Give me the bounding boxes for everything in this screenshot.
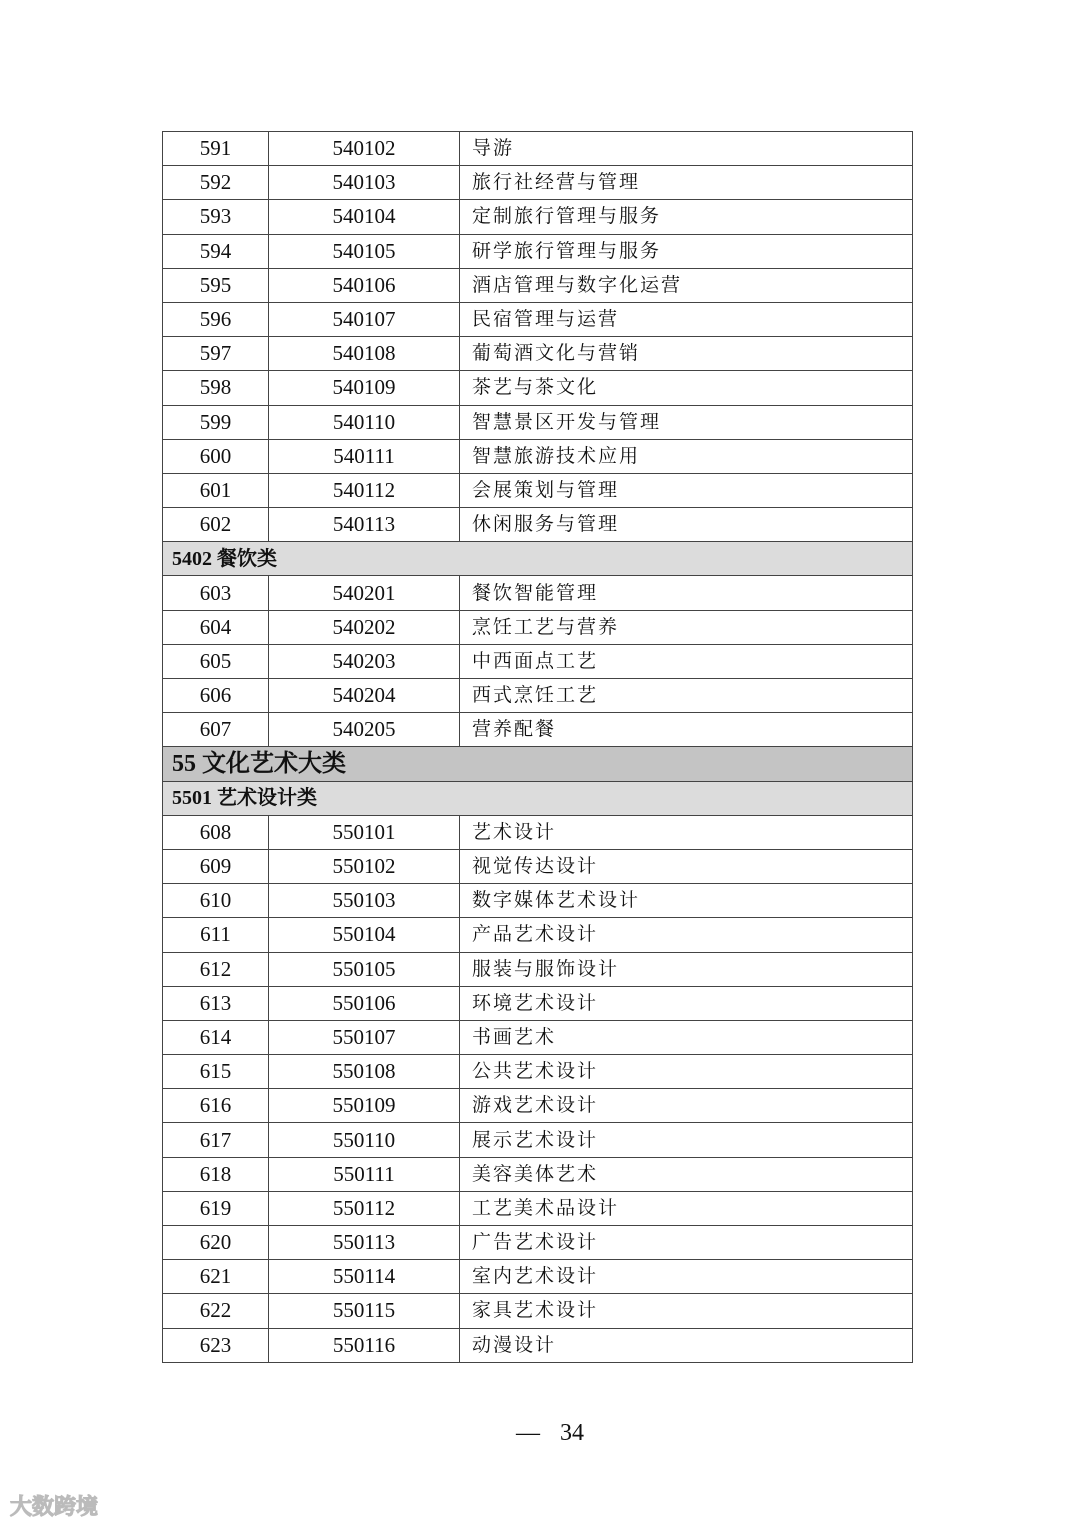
code-cell: 550102	[269, 849, 460, 883]
code-cell: 550105	[269, 952, 460, 986]
major-name-cell: 展示艺术设计	[460, 1123, 913, 1157]
major-name-cell: 茶艺与茶文化	[460, 371, 913, 405]
code-cell: 550106	[269, 986, 460, 1020]
seq-cell: 622	[163, 1294, 269, 1328]
seq-cell: 599	[163, 405, 269, 439]
major-name-cell: 酒店管理与数字化运营	[460, 268, 913, 302]
watermark-logo: 大数跨境	[10, 1495, 99, 1520]
code-cell: 550109	[269, 1089, 460, 1123]
major-name-cell: 动漫设计	[460, 1328, 913, 1362]
section-header	[163, 542, 913, 576]
table-row	[163, 576, 913, 610]
table-row	[163, 439, 913, 473]
code-cell: 550114	[269, 1260, 460, 1294]
code-cell: 540204	[269, 679, 460, 713]
seq-cell: 595	[163, 268, 269, 302]
seq-cell: 601	[163, 473, 269, 507]
major-name-cell: 工艺美术品设计	[460, 1191, 913, 1225]
code-cell: 550107	[269, 1020, 460, 1054]
table-row	[163, 234, 913, 268]
table-row	[163, 644, 913, 678]
major-name-cell: 导游	[460, 132, 913, 166]
major-name-cell: 产品艺术设计	[460, 918, 913, 952]
table-row	[163, 1191, 913, 1225]
major-name-cell: 广告艺术设计	[460, 1226, 913, 1260]
seq-cell: 623	[163, 1328, 269, 1362]
table-row	[163, 679, 913, 713]
major-name-cell: 定制旅行管理与服务	[460, 200, 913, 234]
category-header-label: 55 文化艺术大类	[163, 747, 913, 781]
code-cell: 550103	[269, 884, 460, 918]
major-name-cell: 游戏艺术设计	[460, 1089, 913, 1123]
table-row	[163, 1260, 913, 1294]
page-number-value: 34	[560, 1420, 584, 1446]
table-row	[163, 1328, 913, 1362]
table-row	[163, 713, 913, 747]
table-row	[163, 200, 913, 234]
table-row	[163, 1294, 913, 1328]
seq-cell: 605	[163, 644, 269, 678]
table-row	[163, 337, 913, 371]
code-cell: 540104	[269, 200, 460, 234]
seq-cell: 617	[163, 1123, 269, 1157]
code-cell: 550111	[269, 1157, 460, 1191]
seq-cell: 607	[163, 713, 269, 747]
code-cell: 540111	[269, 439, 460, 473]
code-cell: 550104	[269, 918, 460, 952]
major-name-cell: 民宿管理与运营	[460, 302, 913, 336]
major-name-cell: 美容美体艺术	[460, 1157, 913, 1191]
code-cell: 540112	[269, 473, 460, 507]
major-name-cell: 视觉传达设计	[460, 849, 913, 883]
code-cell: 540110	[269, 405, 460, 439]
seq-cell: 591	[163, 132, 269, 166]
table-row	[163, 986, 913, 1020]
code-cell: 540108	[269, 337, 460, 371]
table-row	[163, 1157, 913, 1191]
table-row	[163, 1020, 913, 1054]
code-cell: 540107	[269, 302, 460, 336]
table-row	[163, 166, 913, 200]
major-name-cell: 环境艺术设计	[460, 986, 913, 1020]
major-name-cell: 服装与服饰设计	[460, 952, 913, 986]
seq-cell: 612	[163, 952, 269, 986]
seq-cell: 615	[163, 1055, 269, 1089]
table-row	[163, 815, 913, 849]
table-row	[163, 405, 913, 439]
major-name-cell: 研学旅行管理与服务	[460, 234, 913, 268]
seq-cell: 611	[163, 918, 269, 952]
code-cell: 540109	[269, 371, 460, 405]
major-name-cell: 中西面点工艺	[460, 644, 913, 678]
seq-cell: 621	[163, 1260, 269, 1294]
table-row	[163, 1123, 913, 1157]
major-name-cell: 书画艺术	[460, 1020, 913, 1054]
code-cell: 540103	[269, 166, 460, 200]
code-cell: 540202	[269, 610, 460, 644]
code-cell: 550116	[269, 1328, 460, 1362]
seq-cell: 597	[163, 337, 269, 371]
major-name-cell: 家具艺术设计	[460, 1294, 913, 1328]
table-row	[163, 508, 913, 542]
major-name-cell: 休闲服务与管理	[460, 508, 913, 542]
major-name-cell: 数字媒体艺术设计	[460, 884, 913, 918]
table-row	[163, 132, 913, 166]
seq-cell: 618	[163, 1157, 269, 1191]
table-row	[163, 473, 913, 507]
code-cell: 540102	[269, 132, 460, 166]
table-row	[163, 302, 913, 336]
code-cell: 540203	[269, 644, 460, 678]
seq-cell: 620	[163, 1226, 269, 1260]
major-name-cell: 烹饪工艺与营养	[460, 610, 913, 644]
seq-cell: 619	[163, 1191, 269, 1225]
table-row	[163, 268, 913, 302]
section-header-label: 5501 艺术设计类	[163, 781, 913, 815]
seq-cell: 602	[163, 508, 269, 542]
seq-cell: 603	[163, 576, 269, 610]
seq-cell: 616	[163, 1089, 269, 1123]
major-name-cell: 智慧景区开发与管理	[460, 405, 913, 439]
seq-cell: 613	[163, 986, 269, 1020]
section-header-label: 5402 餐饮类	[163, 542, 913, 576]
seq-cell: 593	[163, 200, 269, 234]
table-row	[163, 918, 913, 952]
section-header	[163, 781, 913, 815]
major-name-cell: 室内艺术设计	[460, 1260, 913, 1294]
major-name-cell: 营养配餐	[460, 713, 913, 747]
seq-cell: 598	[163, 371, 269, 405]
major-name-cell: 餐饮智能管理	[460, 576, 913, 610]
code-cell: 550101	[269, 815, 460, 849]
code-cell: 550113	[269, 1226, 460, 1260]
page-dash: —	[516, 1420, 540, 1446]
major-name-cell: 西式烹饪工艺	[460, 679, 913, 713]
code-cell: 550115	[269, 1294, 460, 1328]
major-catalog-table	[162, 131, 913, 1363]
code-cell: 540201	[269, 576, 460, 610]
major-name-cell: 会展策划与管理	[460, 473, 913, 507]
page-number	[0, 1420, 1080, 1447]
code-cell: 550108	[269, 1055, 460, 1089]
category-header	[163, 747, 913, 781]
table-row	[163, 952, 913, 986]
seq-cell: 596	[163, 302, 269, 336]
seq-cell: 610	[163, 884, 269, 918]
major-name-cell: 艺术设计	[460, 815, 913, 849]
table-row	[163, 610, 913, 644]
table-row	[163, 371, 913, 405]
major-name-cell: 旅行社经营与管理	[460, 166, 913, 200]
code-cell: 540113	[269, 508, 460, 542]
code-cell: 540106	[269, 268, 460, 302]
major-name-cell: 公共艺术设计	[460, 1055, 913, 1089]
seq-cell: 592	[163, 166, 269, 200]
table-row	[163, 849, 913, 883]
seq-cell: 614	[163, 1020, 269, 1054]
code-cell: 550110	[269, 1123, 460, 1157]
seq-cell: 600	[163, 439, 269, 473]
table-row	[163, 884, 913, 918]
code-cell: 540205	[269, 713, 460, 747]
seq-cell: 604	[163, 610, 269, 644]
table-row	[163, 1055, 913, 1089]
major-name-cell: 智慧旅游技术应用	[460, 439, 913, 473]
seq-cell: 606	[163, 679, 269, 713]
seq-cell: 594	[163, 234, 269, 268]
code-cell: 550112	[269, 1191, 460, 1225]
seq-cell: 609	[163, 849, 269, 883]
code-cell: 540105	[269, 234, 460, 268]
table-row	[163, 1089, 913, 1123]
seq-cell: 608	[163, 815, 269, 849]
major-name-cell: 葡萄酒文化与营销	[460, 337, 913, 371]
table-row	[163, 1226, 913, 1260]
